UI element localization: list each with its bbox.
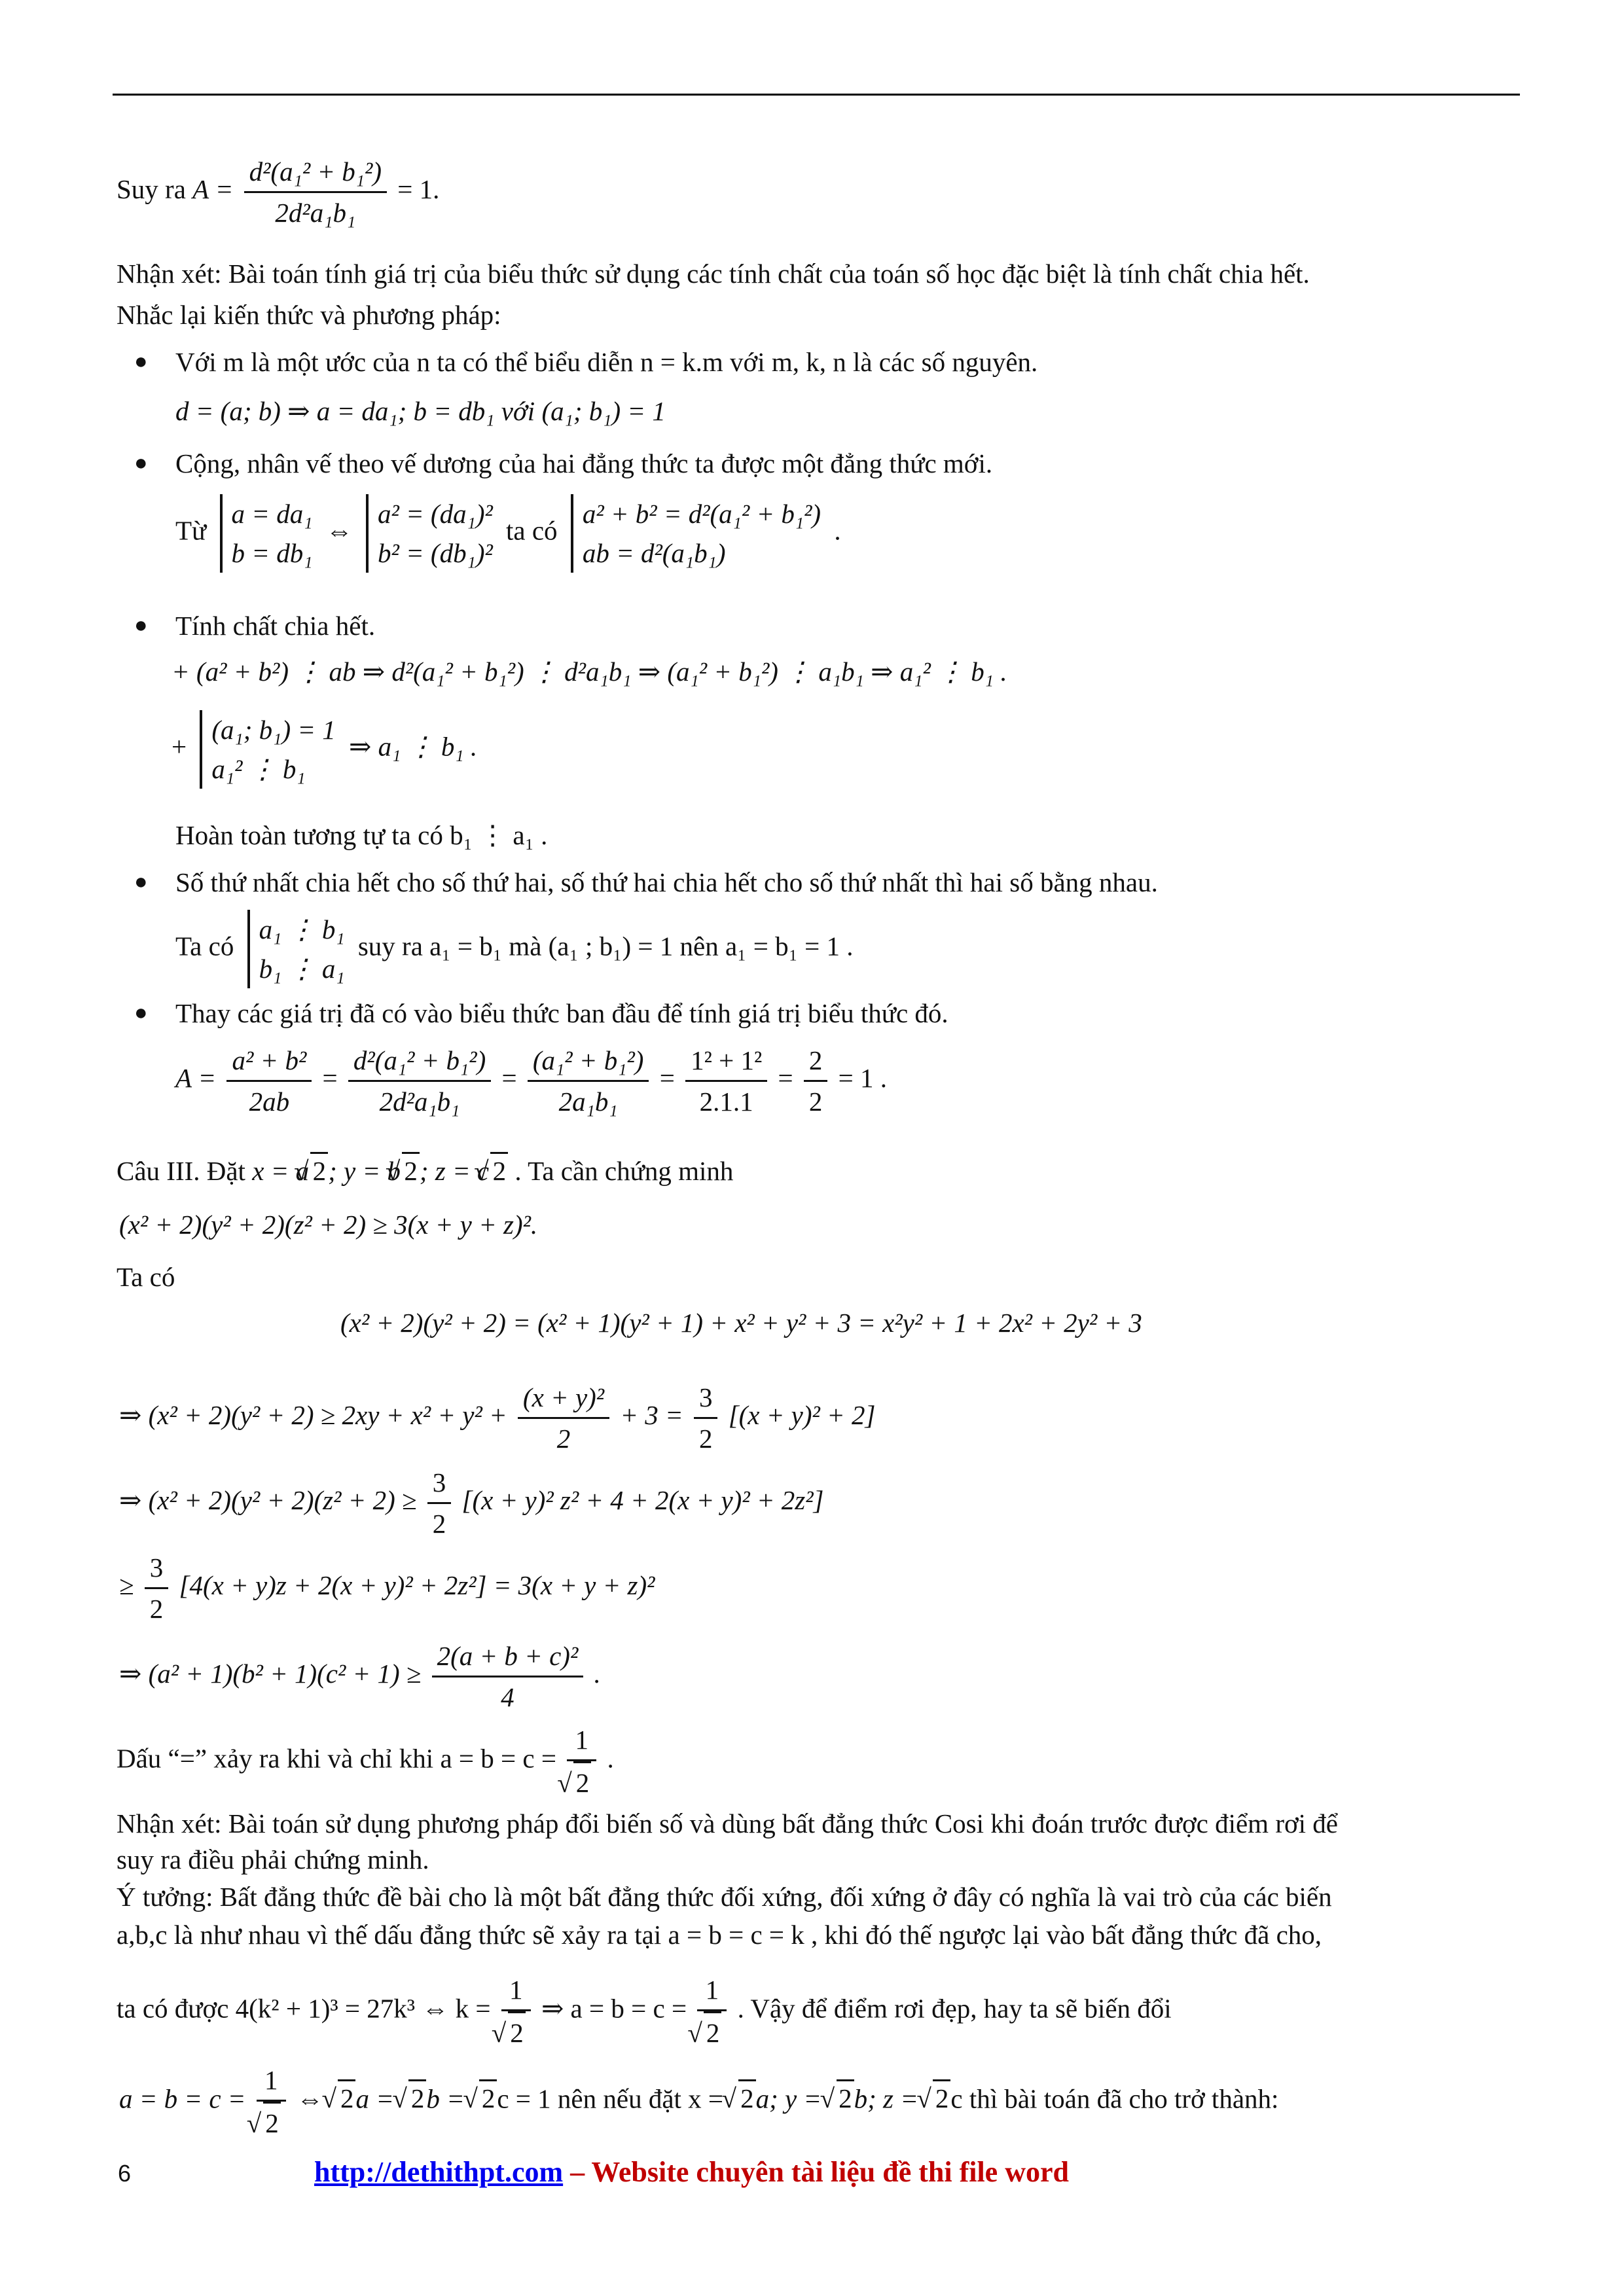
fraction-denominator: 2 bbox=[556, 1424, 571, 1454]
bullet-4-text: Số thứ nhất chia hết cho số thứ hai, số thứ hai chia hết cho số thứ nhất thì hai số bằng nhau. bbox=[175, 867, 1158, 897]
text-idea-4g: b; z = bbox=[854, 2083, 918, 2114]
fraction-numerator: 1 bbox=[567, 1720, 596, 1761]
equation-4 bbox=[119, 1548, 655, 1628]
fraction-denominator: 2 bbox=[149, 1594, 164, 1624]
fraction-denominator: 2d²a₁b₁ bbox=[379, 1086, 460, 1117]
bullet-3-line-1: + (a² + b²) ⋮ ab ⇒ d²(a₁² + b₁²) ⋮ d²a₁b₁ ⇒ (a₁² + b₁²) ⋮ a₁b₁ ⇒ a₁² ⋮ b₁ . bbox=[171, 656, 1007, 687]
bullet-icon: ● bbox=[134, 870, 148, 894]
eq4-geq: ≥ bbox=[119, 1570, 134, 1600]
fraction-one-over-sqrt2 bbox=[501, 1970, 531, 2053]
system-row: a² = (da₁)² bbox=[377, 499, 493, 529]
fraction-denominator: 2.1.1 bbox=[699, 1086, 753, 1117]
fraction-three-halves bbox=[427, 1463, 452, 1543]
fraction-denominator: 2a₁b₁ bbox=[558, 1086, 618, 1117]
text-eq-one: = 1. bbox=[397, 173, 440, 204]
equation-2 bbox=[119, 1378, 875, 1458]
text-a-eq: A = bbox=[175, 1062, 217, 1093]
fraction-a bbox=[244, 152, 387, 232]
text-plus: + bbox=[171, 731, 187, 762]
sqrt-two: √ 2 bbox=[933, 2079, 950, 2115]
fraction bbox=[432, 1636, 584, 1717]
fraction-numerator: 2(a + b + c)² bbox=[432, 1636, 584, 1677]
eq5-left: ⇒ (a² + 1)(b² + 1)(c² + 1) ≥ bbox=[119, 1658, 422, 1689]
eq3-left: ⇒ (x² + 2)(y² + 2)(z² + 2) ≥ bbox=[119, 1484, 417, 1515]
text-conclusion: suy ra a₁ = b₁ mà (a₁ ; b₁) = 1 nên a₁ = b₁ = 1 . bbox=[357, 931, 854, 961]
text-idea-4e: c = 1 nên nếu đặt x = bbox=[497, 2083, 724, 2114]
fraction-three-halves bbox=[145, 1548, 169, 1628]
system-row: b₁ ⋮ a₁ bbox=[259, 954, 345, 984]
bullet-icon: ● bbox=[134, 1001, 148, 1025]
fraction-three-halves bbox=[694, 1378, 718, 1458]
fraction-denominator bbox=[567, 1761, 596, 1803]
fraction bbox=[518, 1378, 609, 1458]
sqrt-two: √ 2 bbox=[402, 1152, 420, 1188]
bullet-1-text: Với m là một ước của n ta có thể biểu diễn n = k.m với m, k, n là các số nguyên. bbox=[175, 347, 1038, 377]
system-3 bbox=[571, 494, 821, 573]
fraction-denominator: 2 bbox=[698, 1424, 713, 1454]
text-equiv: ⇔ bbox=[325, 515, 353, 546]
system-row: a₁ ⋮ b₁ bbox=[259, 914, 345, 944]
idea-line-3 bbox=[117, 1970, 1172, 2053]
sqrt-two: √ 2 bbox=[704, 2011, 721, 2053]
fraction-numerator: d²(a₁² + b₁²) bbox=[348, 1041, 491, 1082]
text-z-def: ; z = c bbox=[419, 1156, 490, 1186]
remark-2-line-1: Nhận xét: Bài toán sử dụng phương pháp đổi biến số và dùng bất đẳng thức Cosi khi đoán trước được điểm rơi để bbox=[117, 1808, 1339, 1839]
fraction-numerator: 1 bbox=[257, 2060, 286, 2102]
bullet-icon: ● bbox=[134, 350, 148, 374]
sqrt-two: √ 2 bbox=[338, 2079, 355, 2115]
eq2-right: [(x + y)² + 2] bbox=[728, 1399, 876, 1430]
text-eq: = bbox=[322, 1062, 338, 1093]
text-x-def: x = a bbox=[252, 1156, 310, 1186]
equation-1: (x² + 2)(y² + 2) = (x² + 1)(y² + 1) + x² + y² + 3 = x²y² + 1 + 2x² + 2y² + 3 bbox=[340, 1308, 1142, 1338]
text-conclusion: ⇒ a₁ ⋮ b₁ . bbox=[349, 731, 478, 762]
fraction-denominator: 2 bbox=[432, 1509, 446, 1539]
text-idea-3b: ⇒ a = b = c = bbox=[541, 1993, 687, 2024]
fraction-numerator: 1 bbox=[501, 1970, 531, 2011]
header-rule bbox=[113, 94, 1520, 96]
system-divides bbox=[247, 910, 345, 988]
system-row: ab = d²(a₁b₁) bbox=[582, 538, 726, 568]
bullet-5-text: Thay các giá trị đã có vào biểu thức ban đầu để tính giá trị biểu thức đó. bbox=[175, 998, 948, 1028]
fraction-denominator: 2 bbox=[808, 1086, 823, 1117]
fraction-numerator: (x + y)² bbox=[518, 1378, 609, 1419]
text-eq-one: = 1 . bbox=[838, 1062, 888, 1093]
bullet-icon: ● bbox=[134, 451, 148, 475]
fraction-denominator: 4 bbox=[501, 1682, 514, 1712]
text-idea-4d: b = bbox=[426, 2083, 465, 2114]
fraction-denominator bbox=[257, 2102, 286, 2143]
fraction-numerator: 3 bbox=[145, 1548, 169, 1589]
sqrt-two: √ 2 bbox=[263, 2102, 281, 2143]
system-row: (a₁; b₁) = 1 bbox=[211, 715, 336, 745]
fraction bbox=[685, 1041, 767, 1121]
text-tu: Từ bbox=[175, 515, 207, 546]
page-number: 6 bbox=[118, 2160, 132, 2187]
remark-2-line-2: suy ra điều phải chứng minh. bbox=[117, 1844, 429, 1874]
bullet-2-text: Cộng, nhân vế theo vế dương của hai đẳng thức ta được một đẳng thức mới. bbox=[175, 448, 993, 478]
system-row: a₁² ⋮ b₁ bbox=[211, 754, 306, 784]
sqrt-two: √ 2 bbox=[479, 2079, 497, 2115]
recall-heading: Nhắc lại kiến thức và phương pháp: bbox=[117, 300, 501, 330]
text-idea-4c: a = bbox=[355, 2083, 394, 2114]
bullet-4-formula bbox=[175, 910, 853, 988]
sqrt-two: √ 2 bbox=[490, 1152, 508, 1188]
remark-1: Nhận xét: Bài toán tính giá trị của biểu thức sử dụng các tính chất của toán số học đặc biệt là tính chất chia hết. bbox=[117, 259, 1310, 289]
system-row: b² = (db₁)² bbox=[377, 538, 493, 568]
footer-text: – Website chuyên tài liệu đề thi file word bbox=[563, 2156, 1069, 2188]
system-coprime bbox=[200, 710, 335, 789]
fraction-denominator: 2ab bbox=[249, 1086, 290, 1117]
sqrt-two: √ 2 bbox=[310, 1152, 328, 1188]
system-1 bbox=[220, 494, 313, 573]
bullet-5-formula bbox=[175, 1041, 887, 1121]
fraction-one-over-sqrt2 bbox=[567, 1720, 596, 1803]
bullet-icon: ● bbox=[134, 613, 148, 637]
text-a-eq: A = bbox=[192, 173, 234, 204]
footer bbox=[314, 2155, 1069, 2189]
text-period: . bbox=[834, 515, 841, 546]
equality-condition bbox=[117, 1720, 614, 1803]
fraction bbox=[226, 1041, 312, 1121]
text-idea-4h: c thì bài toán đã cho trở thành: bbox=[950, 2083, 1279, 2114]
sqrt-two: √ 2 bbox=[408, 2079, 426, 2115]
text-eq: = bbox=[659, 1062, 675, 1093]
fraction-numerator: a² + b² bbox=[226, 1041, 312, 1082]
text-cau-3: Câu III. Đặt bbox=[117, 1156, 245, 1186]
fraction bbox=[528, 1041, 649, 1121]
sqrt-two: √ 2 bbox=[837, 2079, 854, 2115]
text-y-def: ; y = b bbox=[328, 1156, 401, 1186]
text-idea-3c: . Vậy để điểm rơi đẹp, hay ta sẽ biến đổi bbox=[737, 1993, 1172, 2024]
equation-3 bbox=[119, 1463, 824, 1543]
idea-line-4 bbox=[119, 2060, 1278, 2143]
equation-5 bbox=[119, 1636, 601, 1717]
fraction-numerator: 2 bbox=[804, 1041, 828, 1082]
fraction bbox=[804, 1041, 828, 1121]
text-ta-co: Ta có bbox=[175, 931, 234, 961]
fraction-one-over-sqrt2 bbox=[697, 1970, 727, 2053]
line-suy-ra bbox=[117, 152, 439, 232]
sqrt-two: √ 2 bbox=[738, 2079, 756, 2115]
footer-link[interactable]: http://dethithpt.com bbox=[314, 2156, 564, 2188]
cau-3-inequality: (x² + 2)(y² + 2)(z² + 2) ≥ 3(x + y + z)². bbox=[119, 1210, 538, 1240]
system-row: a = da₁ bbox=[231, 499, 313, 529]
fraction-numerator: 3 bbox=[427, 1463, 452, 1504]
fraction bbox=[348, 1041, 491, 1121]
eq3-right: [(x + y)² z² + 4 + 2(x + y)² + 2z²] bbox=[461, 1484, 824, 1515]
fraction-numerator: 1² + 1² bbox=[685, 1041, 767, 1082]
system-row: b = db₁ bbox=[231, 538, 313, 568]
bullet-3-similar: Hoàn toàn tương tự ta có b₁ ⋮ a₁ . bbox=[175, 820, 548, 850]
bullet-1-formula: d = (a; b) ⇒ a = da₁; b = db₁ với (a₁; b₁) = 1 bbox=[175, 396, 666, 426]
fraction-denominator bbox=[501, 2011, 531, 2053]
fraction-denominator: 2d²a₁b₁ bbox=[275, 198, 356, 228]
eq2-left: ⇒ (x² + 2)(y² + 2) ≥ 2xy + x² + y² + bbox=[119, 1399, 507, 1430]
text-need-prove: . Ta cần chứng minh bbox=[514, 1156, 734, 1186]
system-row: a² + b² = d²(a₁² + b₁²) bbox=[582, 499, 821, 529]
text-suy-ra: Suy ra bbox=[117, 173, 186, 204]
ta-co: Ta có bbox=[117, 1262, 175, 1292]
text-equiv: ⇔ bbox=[296, 2083, 323, 2114]
fraction-numerator: d²(a₁² + b₁²) bbox=[244, 152, 387, 193]
text-period: . bbox=[594, 1658, 601, 1689]
idea-line-1: Ý tưởng: Bất đẳng thức đề bài cho là một bất đẳng thức đối xứng, đối xứng ở đây có nghĩa là vai trò của các biến bbox=[117, 1882, 1332, 1912]
eq4-right: [4(x + y)z + 2(x + y)² + 2z²] = 3(x + y + z)² bbox=[179, 1570, 655, 1600]
idea-line-2: a,b,c là như nhau vì thế dấu đẳng thức sẽ xảy ra tại a = b = c = k , khi đó thế ngược lại vào bất đẳng thức đã cho, bbox=[117, 1920, 1322, 1950]
bullet-2-system bbox=[175, 494, 841, 573]
text-period: . bbox=[607, 1743, 614, 1774]
fraction-one-over-sqrt2 bbox=[257, 2060, 286, 2143]
text-eq: = bbox=[778, 1062, 793, 1093]
text-ta-co: ta có bbox=[506, 515, 558, 546]
text-equality: Dấu “=” xảy ra khi và chỉ khi a = b = c = bbox=[117, 1743, 556, 1774]
cau-3-heading bbox=[117, 1152, 733, 1188]
text-eq: = bbox=[501, 1062, 517, 1093]
sqrt-two: √ 2 bbox=[573, 1761, 591, 1803]
text-idea-4f: a; y = bbox=[755, 2083, 822, 2114]
eq2-middle: + 3 = bbox=[620, 1399, 683, 1430]
text-idea-3a: ta có được 4(k² + 1)³ = 27k³ ⇔ k = bbox=[117, 1993, 491, 2024]
bullet-3-text: Tính chất chia hết. bbox=[175, 611, 376, 641]
bullet-3-line-2 bbox=[171, 710, 477, 789]
text-idea-4a: a = b = c = bbox=[119, 2083, 246, 2114]
fraction-denominator bbox=[697, 2011, 727, 2053]
fraction-numerator: (a₁² + b₁²) bbox=[528, 1041, 649, 1082]
sqrt-two: √ 2 bbox=[508, 2011, 526, 2053]
fraction-numerator: 1 bbox=[697, 1970, 727, 2011]
fraction-numerator: 3 bbox=[694, 1378, 718, 1419]
system-2 bbox=[366, 494, 493, 573]
